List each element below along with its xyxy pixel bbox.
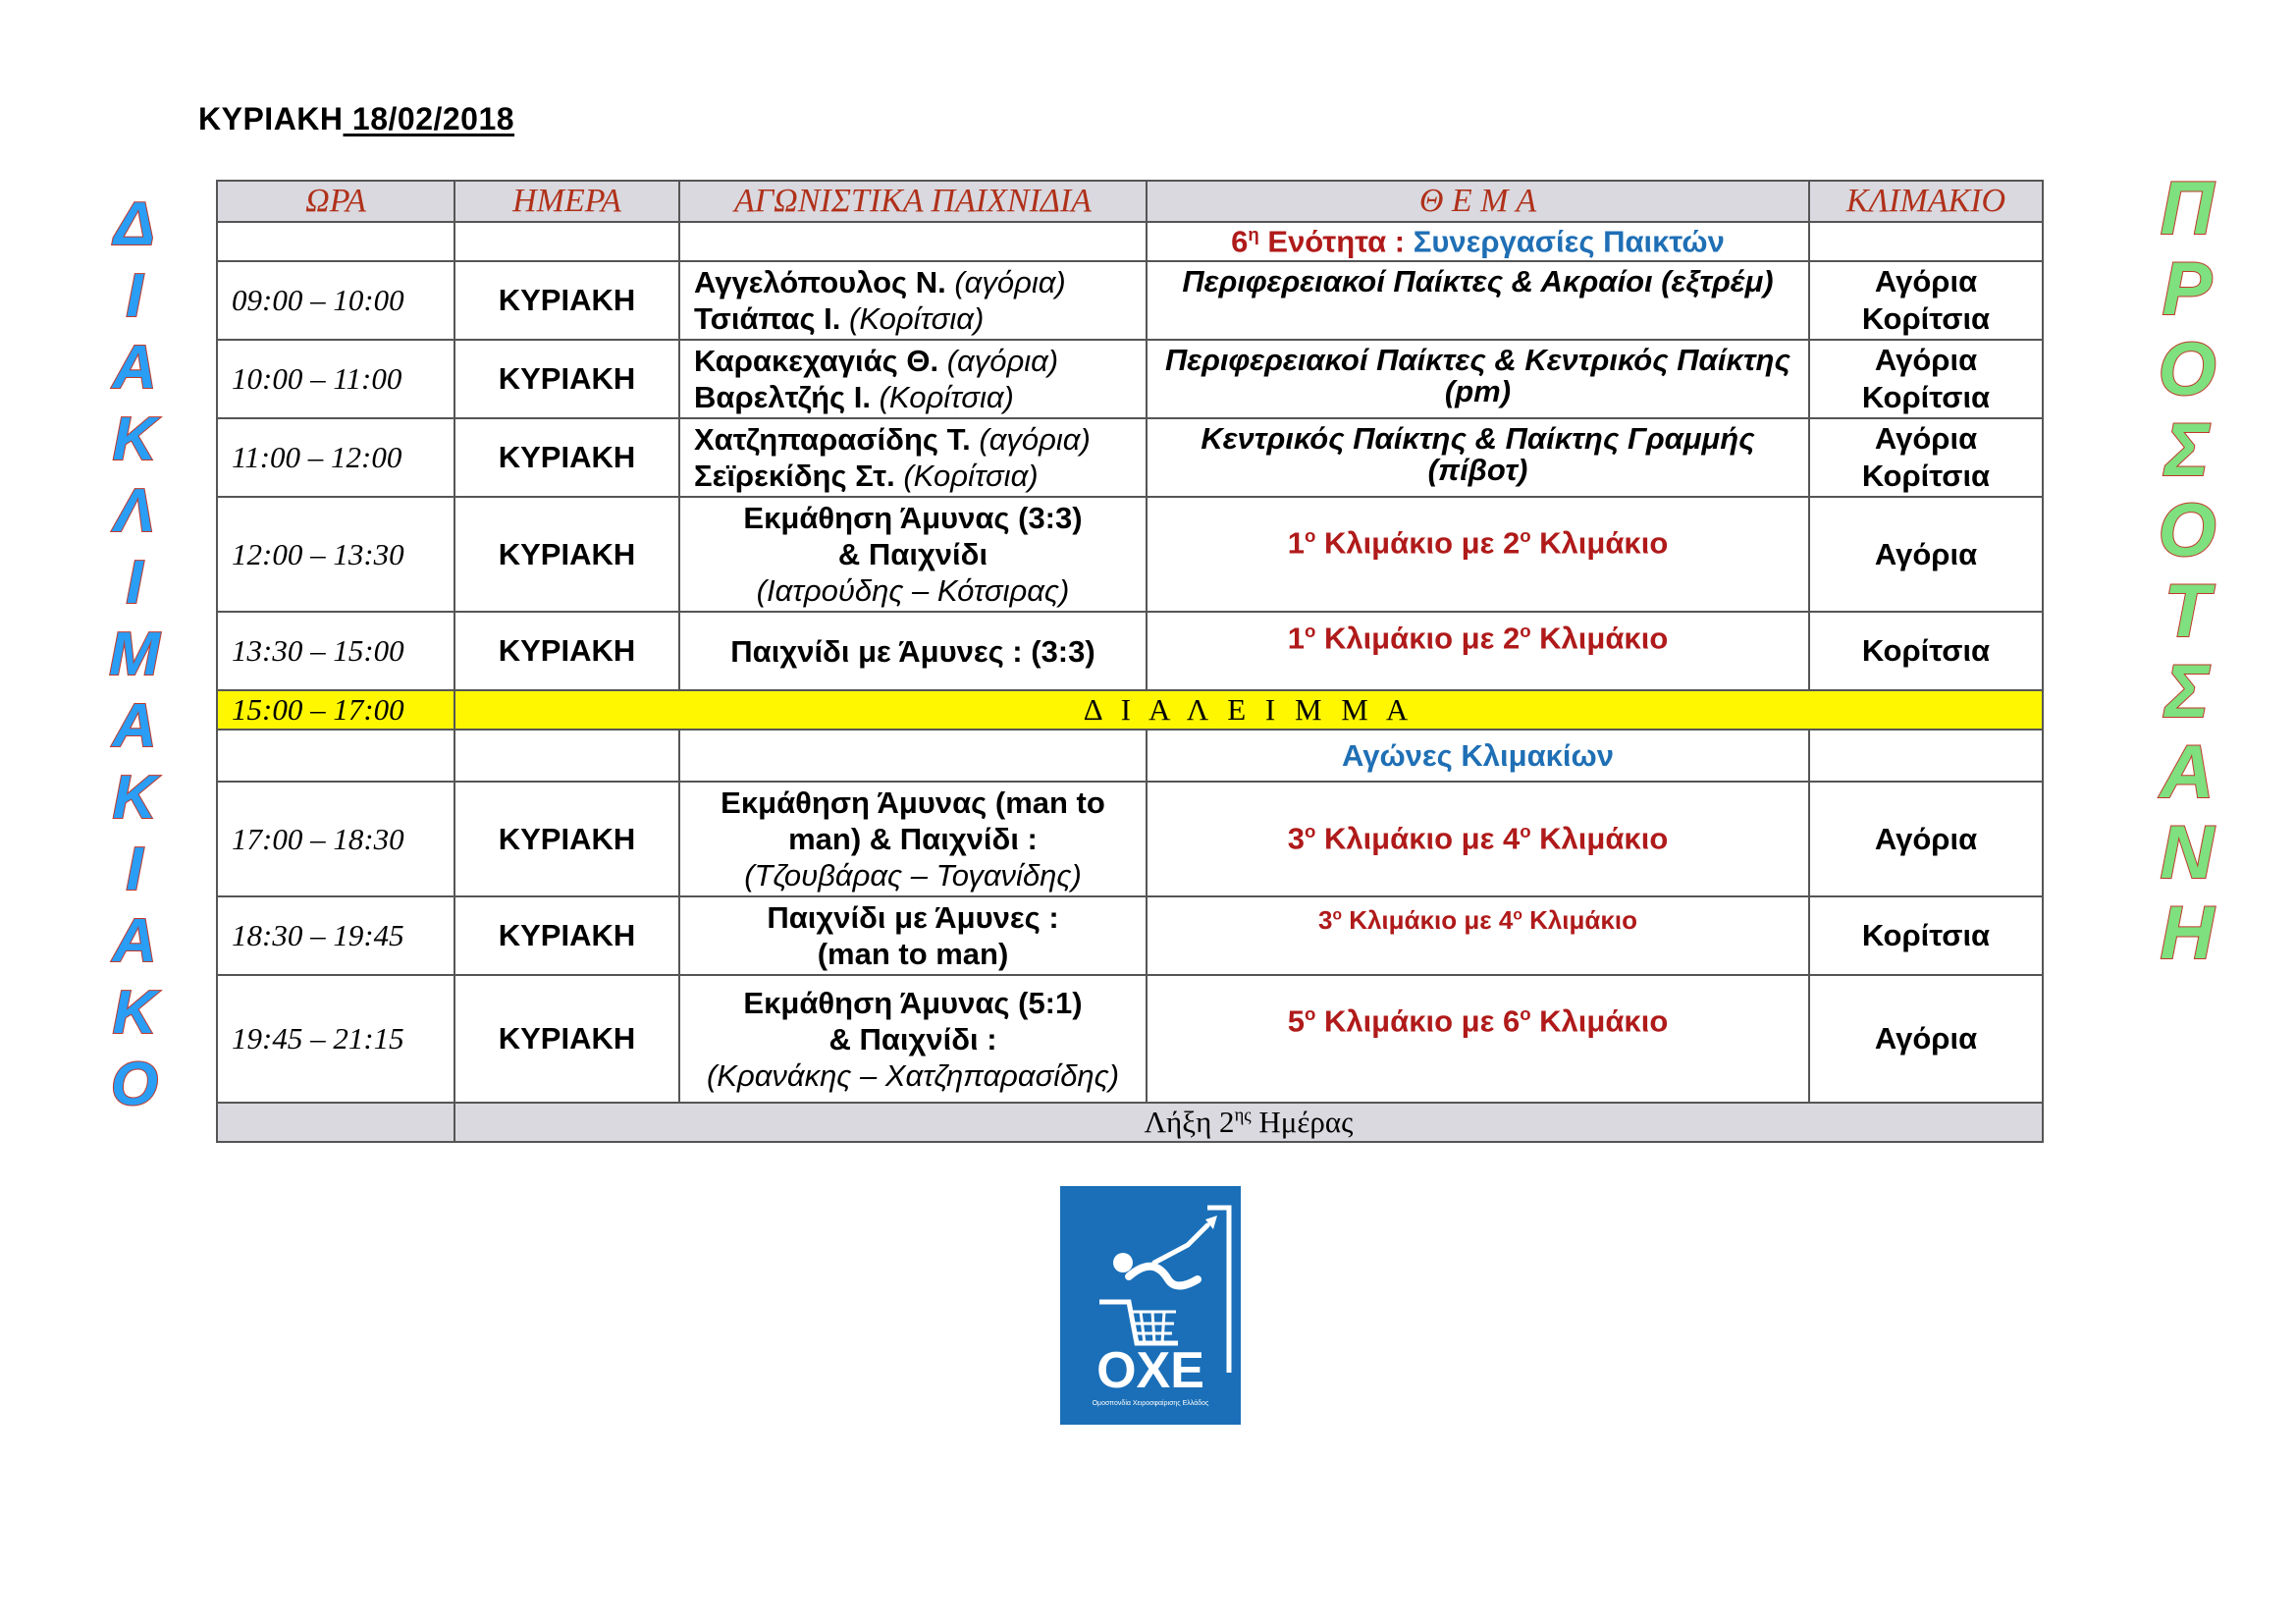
side-left-letter: Κ xyxy=(112,979,157,1047)
schedule-table xyxy=(216,180,2044,1143)
unit-row xyxy=(217,222,2043,261)
side-label-diaklimakiako xyxy=(90,190,179,1118)
side-right-letter: Η xyxy=(2160,892,2215,975)
side-right-letter: Ο xyxy=(2158,328,2216,411)
break-row: 15:00 – 17:00 Δ Ι Α Λ Ε Ι Μ Μ Α xyxy=(217,690,2043,730)
side-right-letter: Σ xyxy=(2164,408,2210,492)
side-left-letter: Α xyxy=(112,334,157,402)
side-right-letter: Ρ xyxy=(2162,247,2213,331)
header-day: ΗΜΕΡΑ xyxy=(454,181,679,222)
logo-subtitle: Ομοσπονδία Χειροσφαίρισης Ελλάδος xyxy=(1092,1400,1209,1407)
handball-logo-icon xyxy=(1060,1186,1241,1425)
header-level: ΚΛΙΜΑΚΙΟ xyxy=(1809,181,2043,222)
table-row: 11:00 – 12:00 ΚΥΡΙΑΚΗ Χατζηπαρασίδης Τ. (αγόρια) Σεϊρεκίδης Στ. (Κορίτσια) Κεντρικός Παίκτης & Παίκτης Γραμμής (πίβοτ) Αγόρια Κορίτσια xyxy=(217,418,2043,497)
header-time: ΩΡΑ xyxy=(217,181,454,222)
side-left-letter: Κ xyxy=(112,764,157,832)
side-right-letter: Σ xyxy=(2164,650,2210,733)
end-of-day-label: Λήξη $2^{\eta\varsigma}$ Ημέρας xyxy=(454,1103,2043,1142)
date-day-label: ΚΥΡΙΑΚΗ xyxy=(198,101,344,136)
header-theme: Θ Ε Μ Α xyxy=(1147,181,1809,222)
side-left-letter: Ι xyxy=(126,262,143,330)
table-row: 17:00 – 18:30 ΚΥΡΙΑΚΗ Εκμάθηση Άμυνας (man to man) & Παιχνίδι : (Τζουβάρας – Τογανίδης) $3^o$ Κλιμάκιο με $4^o$ Κλιμάκιο Αγόρια xyxy=(217,782,2043,896)
side-right-letter: Π xyxy=(2160,167,2215,250)
table-row: 10:00 – 11:00 ΚΥΡΙΑΚΗ Καρακεχαγιάς Θ. (αγόρια) Βαρελτζής Ι. (Κορίτσια) Περιφερειακοί Παίκτες & Κεντρικός Παίκτης (pm) Αγόρια Κορίτσια xyxy=(217,340,2043,418)
side-left-letter: Μ xyxy=(109,621,160,688)
unit-title: $6^\eta$ Ενότητα : Συνεργασίες Παικτών xyxy=(1147,222,1809,261)
table-row: 18:30 – 19:45 ΚΥΡΙΑΚΗ Παιχνίδι με Άμυνες : (man to man) $3^o$ Κλιμάκιο με $4^o$ Κλιμάκιο Κορίτσια xyxy=(217,896,2043,975)
side-left-letter: Ι xyxy=(126,549,143,617)
table-row: 12:00 – 13:30 ΚΥΡΙΑΚΗ Εκμάθηση Άμυνας (3:3) & Παιχνίδι (Ιατρούδης – Κότσιρας) $1^o$ Κλιμάκιο με $2^o$ Κλιμάκιο Αγόρια xyxy=(217,497,2043,612)
table-row: 19:45 – 21:15 ΚΥΡΙΑΚΗ Εκμάθηση Άμυνας (5:1) & Παιχνίδι : (Κρανάκης – Χατζηπαρασίδης) $5^o$ Κλιμάκιο με $6^o$ Κλιμάκιο Αγόρια xyxy=(217,975,2043,1103)
side-right-letter: Α xyxy=(2160,731,2215,814)
ohe-logo xyxy=(1060,1186,1241,1425)
date-value: 18/02/2018 xyxy=(351,101,515,136)
side-left-letter: Λ xyxy=(114,477,155,545)
side-left-letter: Ο xyxy=(110,1051,159,1118)
side-left-letter: Α xyxy=(112,907,157,975)
agones-row: Αγώνες Κλιμακίων xyxy=(217,730,2043,782)
date-heading xyxy=(198,101,514,137)
side-left-letter: Α xyxy=(112,692,157,760)
side-label-protasi xyxy=(2138,167,2236,975)
table-row: 09:00 – 10:00 ΚΥΡΙΑΚΗ Αγγελόπουλος Ν. (αγόρια) Τσιάπας Ι. (Κορίτσια) Περιφερειακοί Παίκτες & Ακραίοι (εξτρέμ) Αγόρια Κορίτσια xyxy=(217,261,2043,340)
side-left-letter: Ι xyxy=(126,836,143,903)
side-left-letter: Δ xyxy=(114,190,155,258)
table-row: 13:30 – 15:00 ΚΥΡΙΑΚΗ Παιχνίδι με Άμυνες : (3:3) $1^o$ Κλιμάκιο με $2^o$ Κλιμάκιο Κορίτσια xyxy=(217,612,2043,690)
end-row xyxy=(217,1103,2043,1142)
side-right-letter: Τ xyxy=(2163,569,2211,653)
table-header-row xyxy=(217,181,2043,222)
header-games: ΑΓΩΝΙΣΤΙΚΑ ΠΑΙΧΝΙΔΙΑ xyxy=(679,181,1147,222)
side-right-letter: Ο xyxy=(2158,489,2216,572)
side-left-letter: Κ xyxy=(112,406,157,473)
side-right-letter: Ν xyxy=(2160,811,2215,894)
logo-text: ΟΧΕ xyxy=(1096,1342,1204,1399)
